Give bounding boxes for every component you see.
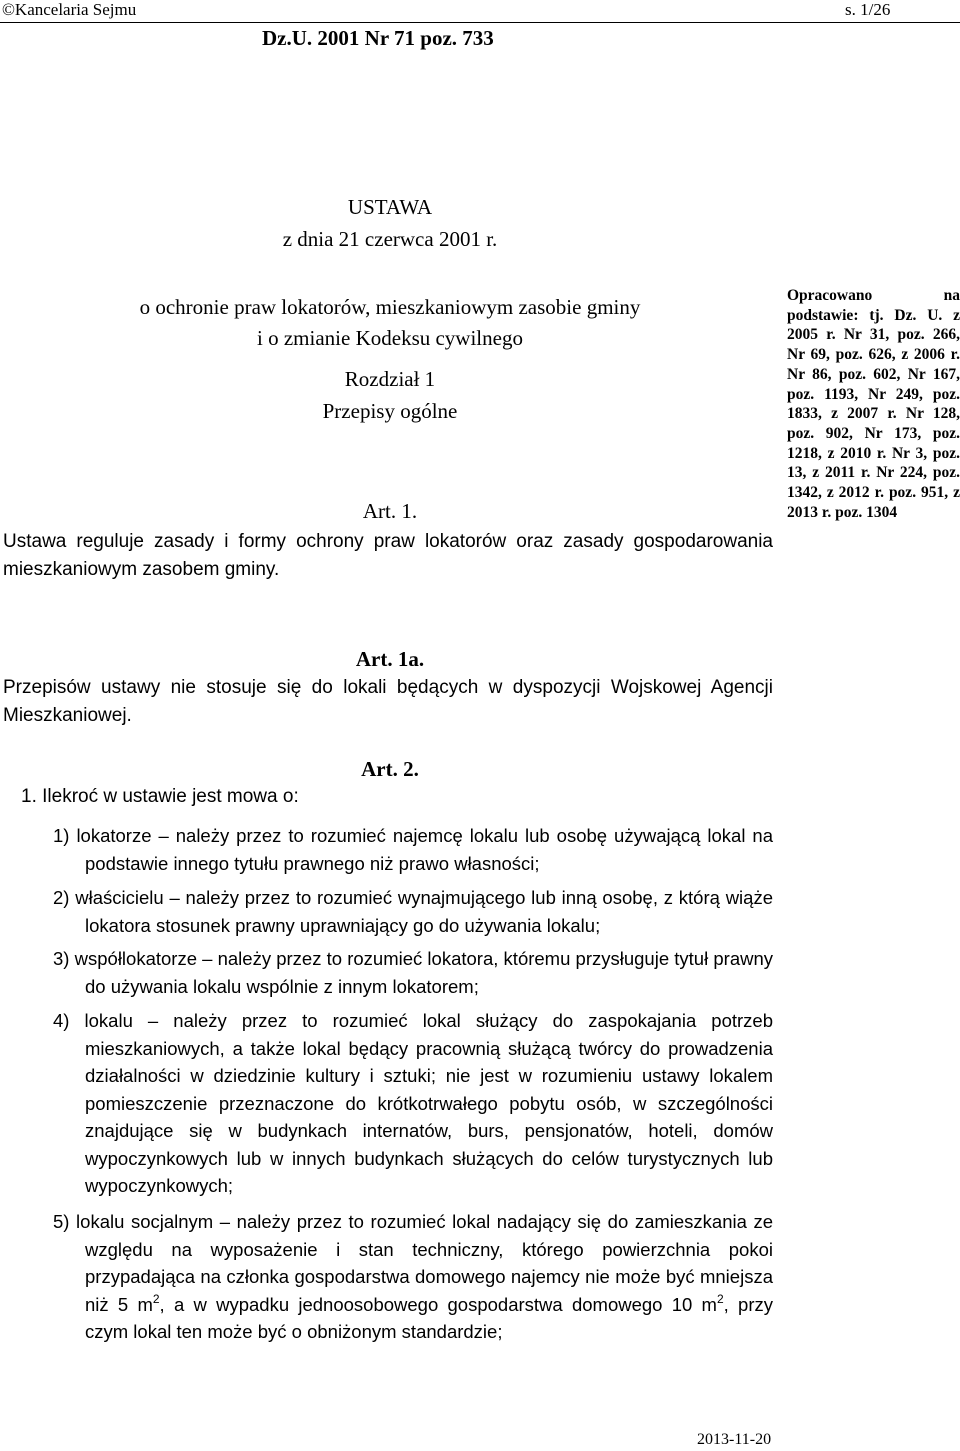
- definition-item-1: [53, 822, 773, 877]
- art2-heading: Art. 2.: [361, 757, 419, 781]
- chapter-number: Rozdział 1: [344, 367, 436, 391]
- definition-body-3: współlokatorze – należy przez to rozumieć lokatora, któremu przysługuje tytuł prawny do używania lokalu wspólnie z innym lokatorem;: [74, 948, 774, 997]
- definition-body-5b: , a w wypadku jednoosobowego gospodarstwa domowego 10 m: [159, 1293, 717, 1315]
- superscript-exponent: 2: [152, 1291, 160, 1306]
- definition-num-2: 2): [53, 887, 70, 908]
- definition-text-3: [53, 945, 773, 1000]
- art2-intro: 1. Ilekroć w ustawie jest mowa o:: [21, 786, 299, 807]
- definition-body-4: lokalu – należy przez to rozumieć lokal służący do zaspokajania potrzeb mieszkaniowych, a także lokal będący pracownią służącą twórcy do prowadzenia działalności w dziedzinie kultury i sztuki; nie jest w rozumieniu ustawy lokalem pomieszczenie przeznaczone do krótkotrwałego pobytu osób, w szczególności znajdujące się w budynkach internatów, burs, pensjonatów, hoteli, domów wypoczynkowych lub w innych budynkach służących do celów turystycznych lub wypoczynkowych;: [84, 1010, 774, 1196]
- definition-text-4: [53, 1007, 773, 1200]
- art1-heading: Art. 1.: [362, 499, 418, 523]
- header-divider: [0, 22, 960, 23]
- consolidation-note: Opracowano na podstawie: tj. Dz. U. z 2005 r. Nr 31, poz. 266, Nr 69, poz. 626, z 2006 r. Nr 86, poz. 602, Nr 167, poz. 1193, Nr 249, poz. 1833, z 2007 r. Nr 128, poz. 902, Nr 173, poz. 1218, z 2010 r. Nr 3, poz. 13, z 2011 r. Nr 224, poz. 1342, z 2012 r. poz. 951, z 2013 r. poz. 1304: [787, 287, 960, 521]
- superscript-exponent: 2: [716, 1291, 724, 1306]
- doc-title-line1: o ochronie praw lokatorów, mieszkaniowym zasobie gminy: [139, 295, 641, 319]
- definition-num-4: 4): [53, 1010, 70, 1031]
- definition-item-3: [53, 945, 773, 1000]
- doc-title-line2: i o zmianie Kodeksu cywilnego: [257, 326, 523, 350]
- footer-date: 2013-11-20: [697, 1431, 772, 1448]
- doc-reference: Dz.U. 2001 Nr 71 poz. 733: [262, 26, 494, 50]
- definition-text-5: [53, 1208, 773, 1346]
- definition-body-5c: , przy czym lokal ten może być o obniżonym standardzie;: [85, 1293, 773, 1342]
- chapter-title: Przepisy ogólne: [322, 399, 458, 423]
- publisher-label: ©Kancelaria Sejmu: [2, 0, 137, 19]
- doc-type: USTAWA: [347, 195, 433, 219]
- definition-num-1: 1): [53, 825, 70, 846]
- definition-item-5: [53, 1208, 773, 1346]
- art1-text: Ustawa reguluje zasady i formy ochrony praw lokatorów oraz zasady gospodarowania mieszkaniowym zasobem gminy.: [3, 531, 773, 580]
- definition-body-1: lokatorze – należy przez to rozumieć najemcę lokalu lub osobę używającą lokal na podstawie innego tytułu prawnego niż prawo własności;: [76, 825, 773, 874]
- doc-date: z dnia 21 czerwca 2001 r.: [282, 227, 498, 251]
- art1a-heading: Art. 1a.: [355, 647, 425, 671]
- definition-text-2: [53, 884, 773, 939]
- definition-body-2: właścicielu – należy przez to rozumieć wynajmującego lub inną osobę, z którą wiąże lokatora stosunek prawny uprawniający go do używania lokalu;: [75, 887, 773, 936]
- definition-num-5: 5): [53, 1211, 70, 1232]
- definition-text-1: [53, 822, 773, 877]
- definition-body-5a: lokalu socjalnym – należy przez to rozumieć lokal nadający się do zamieszkania ze względu na wyposażenie i stan techniczny, którego powierzchnia pokoi przypadająca na członka gospodarstwa domowego najemcy nie może być mniejsza niż 5 m: [76, 1211, 774, 1315]
- definition-item-4: [53, 1007, 773, 1200]
- art1a-text: Przepisów ustawy nie stosuje się do lokali będących w dyspozycji Wojskowej Agencji Mieszkaniowej.: [3, 677, 773, 726]
- definition-num-3: 3): [53, 948, 70, 969]
- definition-item-2: [53, 884, 773, 939]
- page-number: s. 1/26: [845, 0, 891, 19]
